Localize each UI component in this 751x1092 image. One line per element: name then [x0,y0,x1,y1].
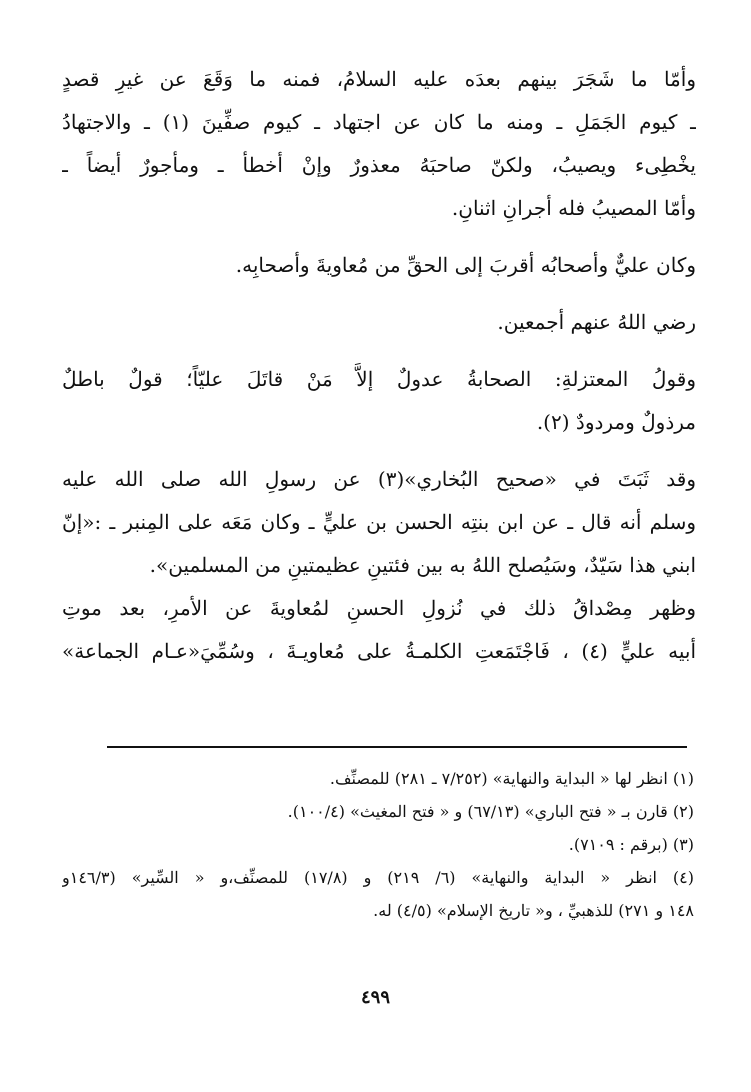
text-line: وأمّا ما شَجَرَ بينهم بعدَه عليه السلامُ، فمنه ما وَقَعَ عن غيرِ قصدٍ [62,67,696,91]
footnote-line: (٣) (برقم : ٧١٠٩). [568,835,694,854]
paragraph [62,244,696,287]
text-line: وظهر مِصْداقُ ذلك في نُزولِ الحسنِ لمُعاويةَ عن الأمرِ، بعد موتِ [62,596,696,620]
text-line: وأمّا المصيبُ فله أجرانِ اثنانِ. [451,196,696,220]
footnote-line: (٢) قارن بـ « فتح الباري» (٦٧/١٣) و « فتح المغيث» (١٠٠/٤). [287,802,694,821]
text-line: وقد ثَبَتَ في «صحيح البُخاري»(٣) عن رسولِ الله صلى الله عليه [62,467,696,491]
text-line: أبيه عليٍّ (٤) ، فَاجْتَمَعتِ الكلمـةُ على مُعاويـةَ ، وسُمِّيَ«عـام الجماعة» [62,639,696,663]
paragraph [62,301,696,344]
footnote-divider [107,746,687,748]
text-line: مرذولٌ ومردودٌ (٢). [536,410,696,434]
text-line: وقولُ المعتزلةِ: الصحابةُ عدولٌ إلاَّ مَنْ قاتَلَ عليّاً؛ قولٌ باطلٌ [62,367,696,391]
text-line: ـ كيوم الجَمَلِ ـ ومنه ما كان عن اجتهاد ـ كيوم صفِّينَ (١) ـ والاجتهادُ [62,110,696,134]
footnote-line: (١) انظر لها « البداية والنهاية» (٧/٢٥٢ ـ ٢٨١) للمصنِّف. [329,769,694,788]
text-line: ابني هذا سَيّدٌ، وسَيُصلح اللهُ به بين فئتينِ عظيمتينِ من المسلمين». [149,553,696,577]
main-text [62,58,696,673]
paragraph [62,587,696,673]
paragraph [62,458,696,587]
paragraph [62,358,696,444]
text-line: وكان عليٌّ وأصحابُه أقربَ إلى الحقِّ من مُعاويةَ وأصحابِه. [235,253,696,277]
footnote-line: (٤) انظر « البداية والنهاية» (٦/ ٢١٩) و (١٧/٨) للمصنِّف،و « السِّير» (١٤٦/٣و [62,868,694,887]
paragraph [62,58,696,230]
text-line: رضي اللهُ عنهم أجمعين. [497,310,696,334]
page-number: ٤٩٩ [360,987,390,1008]
text-line: يخْطِىء ويصيبُ، ولكنّ صاحبَهُ معذورٌ وإنْ أخطأ ـ ومأجورٌ أيضاً ـ [62,153,696,177]
footnotes [62,762,694,927]
text-line: وسلم أنه قال ـ عن ابن بنتِه الحسن بن عليٍّ ـ وكان مَعَه على المِنبر ـ :«إنّ [62,510,696,534]
footnote-line: ١٤٨ و ٢٧١) للذهبيِّ ، و« تاريخ الإسلام» (٤/٥) له. [373,901,694,920]
